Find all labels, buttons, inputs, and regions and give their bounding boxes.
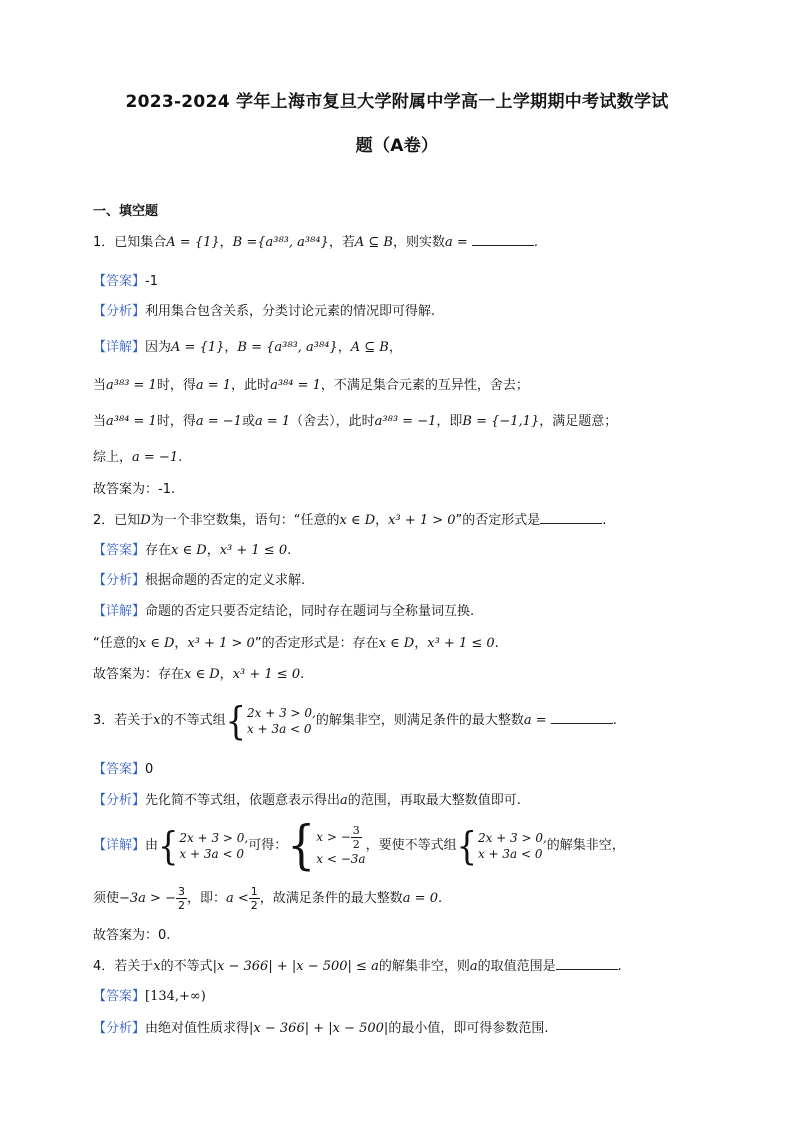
math: a = −1 xyxy=(195,414,242,429)
math: x > − xyxy=(316,830,351,844)
text: ”的否定形式是：存在 xyxy=(254,636,379,651)
text: 故答案为：存在 xyxy=(93,667,185,682)
answer-value: [134,+∞) xyxy=(145,989,206,1004)
inequality-system xyxy=(456,822,547,869)
math: a³⁸⁴ = 1 xyxy=(106,414,157,429)
text: 的最小值，即可得参数范围. xyxy=(388,1021,549,1036)
text: ， xyxy=(375,513,389,528)
brace-icon: { xyxy=(287,814,316,876)
math: x ∈ D xyxy=(184,667,220,682)
answer-line xyxy=(93,760,153,780)
math: a³⁸³ = −1 xyxy=(374,414,437,429)
analysis-line xyxy=(93,791,521,811)
math: B = xyxy=(232,235,258,250)
answer-blank xyxy=(551,711,613,724)
detail-tag: 【详解】 xyxy=(93,340,146,355)
math: B = {−1,1} xyxy=(462,414,540,429)
answer-tag: 【答案】 xyxy=(93,762,146,777)
text: 的解集非空， xyxy=(546,838,625,853)
answer-line xyxy=(93,272,158,292)
text: ， xyxy=(337,340,351,355)
analysis-tag: 【分析】 xyxy=(93,573,146,588)
text: 的解集非空，则 xyxy=(378,959,470,974)
text: 因为 xyxy=(145,340,172,355)
math: a = 1 xyxy=(254,414,291,429)
text: 由 xyxy=(145,838,159,853)
answer-value: 0 xyxy=(145,762,154,777)
final-answer-line: 故答案为：-1. xyxy=(93,482,176,497)
analysis-tag: 【分析】 xyxy=(93,304,146,319)
text: 3．若关于 xyxy=(93,713,154,728)
text: . xyxy=(494,636,499,651)
math: x ∈ D xyxy=(171,543,207,558)
document-title-line1: 2023-2024 学年上海市复旦大学附属中学高一上学期期中考试数学试 xyxy=(125,92,669,112)
text: 时，得 xyxy=(156,414,196,429)
text: ，要使不等式组 xyxy=(365,838,457,853)
math: A ⊆ B xyxy=(350,340,389,355)
math: x³ + 1 ≤ 0 xyxy=(232,667,301,682)
analysis-line xyxy=(93,1019,548,1039)
text: ，即 xyxy=(436,414,463,429)
text: . xyxy=(617,959,622,974)
text: ， xyxy=(174,636,188,651)
answer-blank xyxy=(540,511,602,524)
math: x ∈ D xyxy=(138,636,175,651)
answer-tag: 【答案】 xyxy=(93,543,146,558)
math: 2x + 3 > 0, xyxy=(247,705,316,720)
text: 时，得 xyxy=(156,378,196,393)
text: ，满足题意； xyxy=(539,414,618,429)
answer-line xyxy=(93,987,206,1007)
math: x xyxy=(153,713,161,728)
text: 的不等式 xyxy=(160,959,213,974)
analysis-text: 根据命题的否定的定义求解. xyxy=(145,573,306,588)
fraction xyxy=(176,885,187,912)
answer-tag: 【答案】 xyxy=(93,274,146,289)
final-answer-line: 故答案为：0. xyxy=(93,928,171,943)
analysis-tag: 【分析】 xyxy=(93,1021,146,1036)
text: 的范围，再取最大整数值即可. xyxy=(347,793,521,808)
answer-blank xyxy=(472,233,534,246)
text: . xyxy=(300,667,305,682)
text: ”的否定形式是 xyxy=(455,513,541,528)
numerator: 1 xyxy=(250,885,258,898)
math: x + 3a < 0 xyxy=(247,721,312,736)
math: a = −1 xyxy=(132,450,179,465)
text: 1．已知集合 xyxy=(93,235,167,250)
brace-icon: { xyxy=(158,822,179,869)
math: x xyxy=(153,959,161,974)
text: （舍去），此时 xyxy=(290,414,375,429)
math: x + 3a < 0 xyxy=(179,846,244,861)
inequality-system xyxy=(225,697,316,744)
detail-text: 命题的否定只要否定结论，同时存在题词与全称量词互换. xyxy=(145,604,475,619)
fraction xyxy=(249,885,260,912)
text: ， xyxy=(388,340,402,355)
math: x³ + 1 > 0 xyxy=(187,636,255,651)
text: 4．若关于 xyxy=(93,959,154,974)
detail-line xyxy=(93,602,474,622)
text: . xyxy=(287,543,292,558)
text: 或 xyxy=(241,414,255,429)
document-title-line2: 题（A卷） xyxy=(355,136,439,156)
math: −3a > − xyxy=(119,891,176,906)
math: D xyxy=(140,513,151,528)
text: ，若 xyxy=(328,235,355,250)
denominator: 2 xyxy=(177,899,185,912)
math: a = xyxy=(523,713,547,728)
math: x ∈ D xyxy=(378,636,415,651)
math: a = 1 xyxy=(195,378,232,393)
text: ，则实数 xyxy=(392,235,445,250)
denominator: 2 xyxy=(250,899,258,912)
math: A = {1} xyxy=(171,340,225,355)
brace-icon: { xyxy=(225,697,246,744)
answer-line xyxy=(93,541,291,561)
math: x < −3a xyxy=(316,852,366,866)
math: A = {1} xyxy=(166,235,220,250)
text: 存在 xyxy=(145,543,172,558)
text: 为一个非空数集，语句：“任意的 xyxy=(150,513,340,528)
text: 由绝对值性质求得 xyxy=(145,1021,250,1036)
text: ， xyxy=(206,543,220,558)
text: 综上， xyxy=(93,450,133,465)
math xyxy=(316,824,365,851)
text: 当 xyxy=(93,414,107,429)
math: x³ + 1 ≤ 0 xyxy=(427,636,495,651)
detail-line xyxy=(93,338,402,358)
text: ， xyxy=(224,340,238,355)
detail-line xyxy=(93,814,625,876)
math: a xyxy=(340,793,348,808)
answer-value: -1 xyxy=(145,274,158,289)
analysis-tag: 【分析】 xyxy=(93,793,146,808)
numerator: 3 xyxy=(177,885,185,898)
math: a³⁸³ = 1 xyxy=(106,378,157,393)
math: a = 0 xyxy=(402,891,438,906)
question-1-stem: 1．已知集合A = {1}，B ={a³⁸³, a³⁸⁴}，若A ⊆ B，则实数a = . xyxy=(93,235,539,250)
answer-blank xyxy=(556,957,618,970)
math: a³⁸⁴ = 1 xyxy=(270,378,321,393)
math: {a³⁸³, a³⁸⁴} xyxy=(257,235,329,250)
text: 可得： xyxy=(248,838,288,853)
math: A ⊆ B xyxy=(354,235,393,250)
text: ， xyxy=(414,636,428,651)
math: x³ + 1 ≤ 0 xyxy=(219,543,288,558)
text: 须使 xyxy=(93,891,120,906)
fraction xyxy=(351,824,362,851)
math: a = xyxy=(444,235,468,250)
text: 2．已知 xyxy=(93,513,141,528)
detail-summary xyxy=(93,448,182,468)
text: ，此时 xyxy=(231,378,271,393)
denominator: 2 xyxy=(352,838,360,851)
detail-line-2 xyxy=(93,884,442,914)
text: 先化简不等式组，依题意表示得出 xyxy=(145,793,341,808)
brace-icon: { xyxy=(456,822,477,869)
text: . xyxy=(602,513,607,528)
text: ，即： xyxy=(186,891,226,906)
detail-tag: 【详解】 xyxy=(93,838,146,853)
detail-case-1 xyxy=(93,376,529,396)
question-3-stem xyxy=(93,697,617,744)
inequality-system xyxy=(158,822,249,869)
math: |x − 366| + |x − 500| xyxy=(249,1021,389,1036)
text: 的取值范围是 xyxy=(477,959,556,974)
math: x ∈ D xyxy=(339,513,376,528)
solution-system xyxy=(287,814,366,876)
text: ， xyxy=(219,667,233,682)
math: 2x + 3 > 0, xyxy=(179,830,249,845)
section-heading: 一、填空题 xyxy=(93,204,159,219)
math: x + 3a < 0 xyxy=(477,846,543,861)
math: 2x + 3 > 0, xyxy=(477,830,547,845)
detail-case-2 xyxy=(93,412,617,432)
text: . xyxy=(437,891,443,906)
numerator: 3 xyxy=(352,824,360,837)
text: 的解集非空，则满足条件的最大整数 xyxy=(315,713,524,728)
math: |x − 366| + |x − 500| ≤ a xyxy=(212,959,379,974)
question-2-stem xyxy=(93,511,606,531)
text: ，不满足集合元素的互异性，舍去； xyxy=(320,378,529,393)
answer-tag: 【答案】 xyxy=(93,989,146,1004)
text: . xyxy=(533,235,539,250)
detail-line-2 xyxy=(93,634,499,654)
analysis-line xyxy=(93,571,305,591)
text: “任意的 xyxy=(93,636,139,651)
math: a xyxy=(469,959,478,974)
question-4-stem xyxy=(93,957,622,977)
text: . xyxy=(178,450,183,465)
detail-tag: 【详解】 xyxy=(93,604,146,619)
math: B = {a³⁸³, a³⁸⁴} xyxy=(237,340,338,355)
text: . xyxy=(612,713,617,728)
text: ，故满足条件的最大整数 xyxy=(259,891,403,906)
math: x³ + 1 > 0 xyxy=(388,513,456,528)
final-answer-line xyxy=(93,665,304,685)
analysis-line xyxy=(93,302,435,322)
text: 当 xyxy=(93,378,107,393)
math: a < xyxy=(226,891,249,906)
analysis-text: 利用集合包含关系，分类讨论元素的情况即可得解. xyxy=(145,304,436,319)
text: 的不等式组 xyxy=(160,713,226,728)
